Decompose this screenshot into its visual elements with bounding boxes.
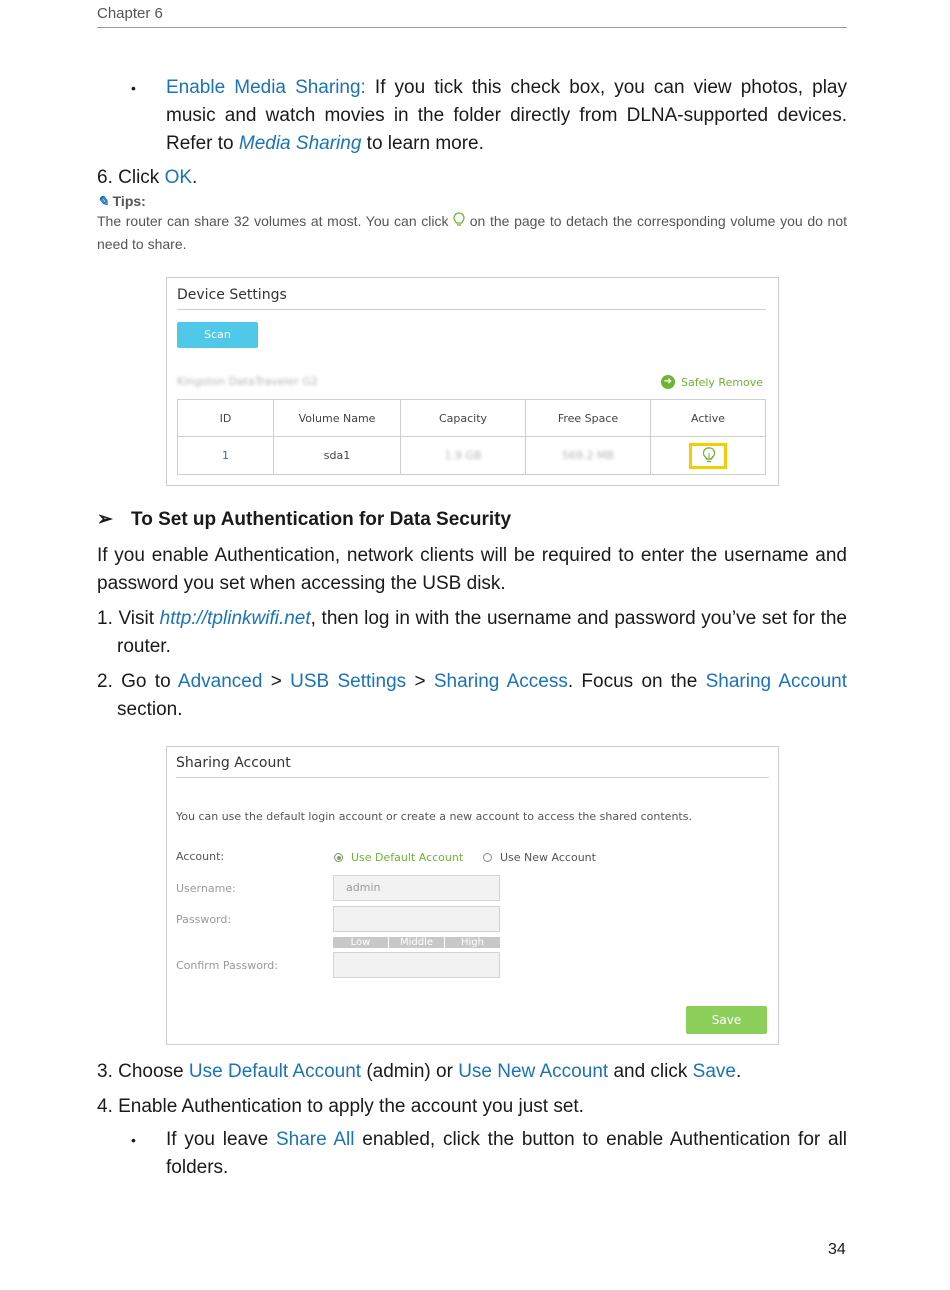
radio-selected-icon bbox=[334, 853, 343, 862]
panel-divider bbox=[177, 309, 766, 310]
bullet-dot: • bbox=[131, 80, 136, 96]
password-label: Password: bbox=[176, 913, 232, 926]
bullet-share-all: If you leave Share All enabled, click the button to enable Authentication for all folders. bbox=[166, 1129, 848, 1178]
step-2: 2. Go to Advanced > USB Settings > Sharing Access. Focus on the Sharing Account section. bbox=[97, 671, 848, 720]
ok-link[interactable]: OK bbox=[164, 167, 193, 188]
password-input[interactable] bbox=[333, 906, 500, 932]
step-4: 4. Enable Authentication to apply the account you just set. bbox=[97, 1096, 584, 1117]
cell-active bbox=[651, 437, 766, 475]
col-capacity: Capacity bbox=[401, 400, 526, 437]
step-6: 6. Click OK. bbox=[97, 167, 198, 188]
col-volume-name: Volume Name bbox=[274, 400, 401, 437]
scan-button[interactable]: Scan bbox=[177, 322, 258, 348]
device-name: Kingston DataTraveler G2 bbox=[177, 375, 318, 388]
arrow-bullet-icon: ➢ bbox=[97, 509, 113, 530]
panel-divider bbox=[176, 777, 769, 778]
safely-remove-button[interactable]: ➜ Safely Remove bbox=[661, 375, 763, 389]
confirm-password-label: Confirm Password: bbox=[176, 959, 278, 972]
cell-free-space: 569.2 MB bbox=[526, 437, 651, 475]
strength-high: High bbox=[461, 937, 484, 948]
strength-low: Low bbox=[333, 937, 389, 948]
col-active: Active bbox=[651, 400, 766, 437]
password-strength-meter bbox=[333, 937, 500, 948]
username-input[interactable]: admin bbox=[333, 875, 500, 901]
sharing-access-link[interactable]: Sharing Access bbox=[433, 671, 568, 692]
use-default-account-radio[interactable]: Use Default Account bbox=[334, 851, 463, 864]
tips-text: The router can share 32 volumes at most. You can click on the page to detach the corresponding volume you do not need to share. bbox=[97, 213, 847, 252]
share-all-link[interactable]: Share All bbox=[275, 1129, 355, 1150]
volume-table bbox=[177, 399, 766, 475]
sharing-description: You can use the default login account or create a new account to access the shared contents. bbox=[176, 810, 692, 823]
tips-heading: ✎ Tips: bbox=[97, 193, 146, 209]
save-button[interactable]: Save bbox=[686, 1006, 767, 1034]
strength-middle: Middle bbox=[389, 937, 445, 948]
advanced-link[interactable]: Advanced bbox=[177, 671, 263, 692]
cell-volume: sda1 bbox=[274, 437, 401, 475]
auth-section-title: ➢ To Set up Authentication for Data Security bbox=[97, 509, 512, 530]
sharing-account-link[interactable]: Sharing Account bbox=[705, 671, 848, 692]
chapter-header: Chapter 6 bbox=[97, 5, 163, 22]
username-label: Username: bbox=[176, 882, 236, 895]
device-settings-title: Device Settings bbox=[177, 287, 287, 303]
cell-capacity: 1.9 GB bbox=[401, 437, 526, 475]
col-free-space: Free Space bbox=[526, 400, 651, 437]
page-number: 34 bbox=[828, 1241, 846, 1258]
auth-intro: If you enable Authentication, network clients will be required to enter the username and password you set when accessing the USB disk. bbox=[97, 545, 847, 594]
use-default-account-link[interactable]: Use Default Account bbox=[188, 1061, 362, 1082]
radio-unselected-icon bbox=[483, 853, 492, 862]
account-label: Account: bbox=[176, 850, 225, 863]
table-row bbox=[178, 437, 766, 475]
bulb-icon bbox=[453, 212, 465, 234]
use-new-account-link[interactable]: Use New Account bbox=[458, 1061, 609, 1082]
media-sharing-link[interactable]: Media Sharing bbox=[238, 133, 362, 154]
arrow-right-icon: ➜ bbox=[661, 375, 675, 389]
table-header-row bbox=[178, 400, 766, 437]
usb-settings-link[interactable]: USB Settings bbox=[290, 671, 407, 692]
bullet-dot: • bbox=[131, 1132, 136, 1148]
paperclip-icon: ✎ bbox=[97, 193, 109, 209]
use-new-account-radio[interactable]: Use New Account bbox=[483, 851, 596, 864]
step-1: 1. Visit http://tplinkwifi.net, then log in with the username and password you’ve set for the router. bbox=[97, 608, 847, 657]
bulb-icon bbox=[703, 447, 715, 465]
confirm-password-input[interactable] bbox=[333, 952, 500, 978]
step-3: 3. Choose Use Default Account (admin) or Use New Account and click Save. bbox=[97, 1061, 742, 1082]
sharing-account-panel bbox=[166, 746, 779, 1045]
sharing-account-title: Sharing Account bbox=[176, 755, 291, 771]
header-divider bbox=[97, 27, 847, 28]
bullet-media-sharing: Enable Media Sharing: If you tick this check box, you can view photos, play music and watch movies in the folder directly from DLNA-supported devices. Refer to Media Sharing to learn more. bbox=[166, 77, 847, 154]
active-bulb-toggle[interactable] bbox=[689, 443, 727, 469]
cell-id: 1 bbox=[178, 437, 274, 475]
save-link[interactable]: Save bbox=[692, 1061, 736, 1082]
enable-media-sharing-term: Enable Media Sharing: bbox=[166, 77, 366, 98]
device-settings-panel bbox=[166, 277, 779, 486]
col-id: ID bbox=[178, 400, 274, 437]
tplinkwifi-link[interactable]: http://tplinkwifi.net bbox=[159, 608, 311, 629]
